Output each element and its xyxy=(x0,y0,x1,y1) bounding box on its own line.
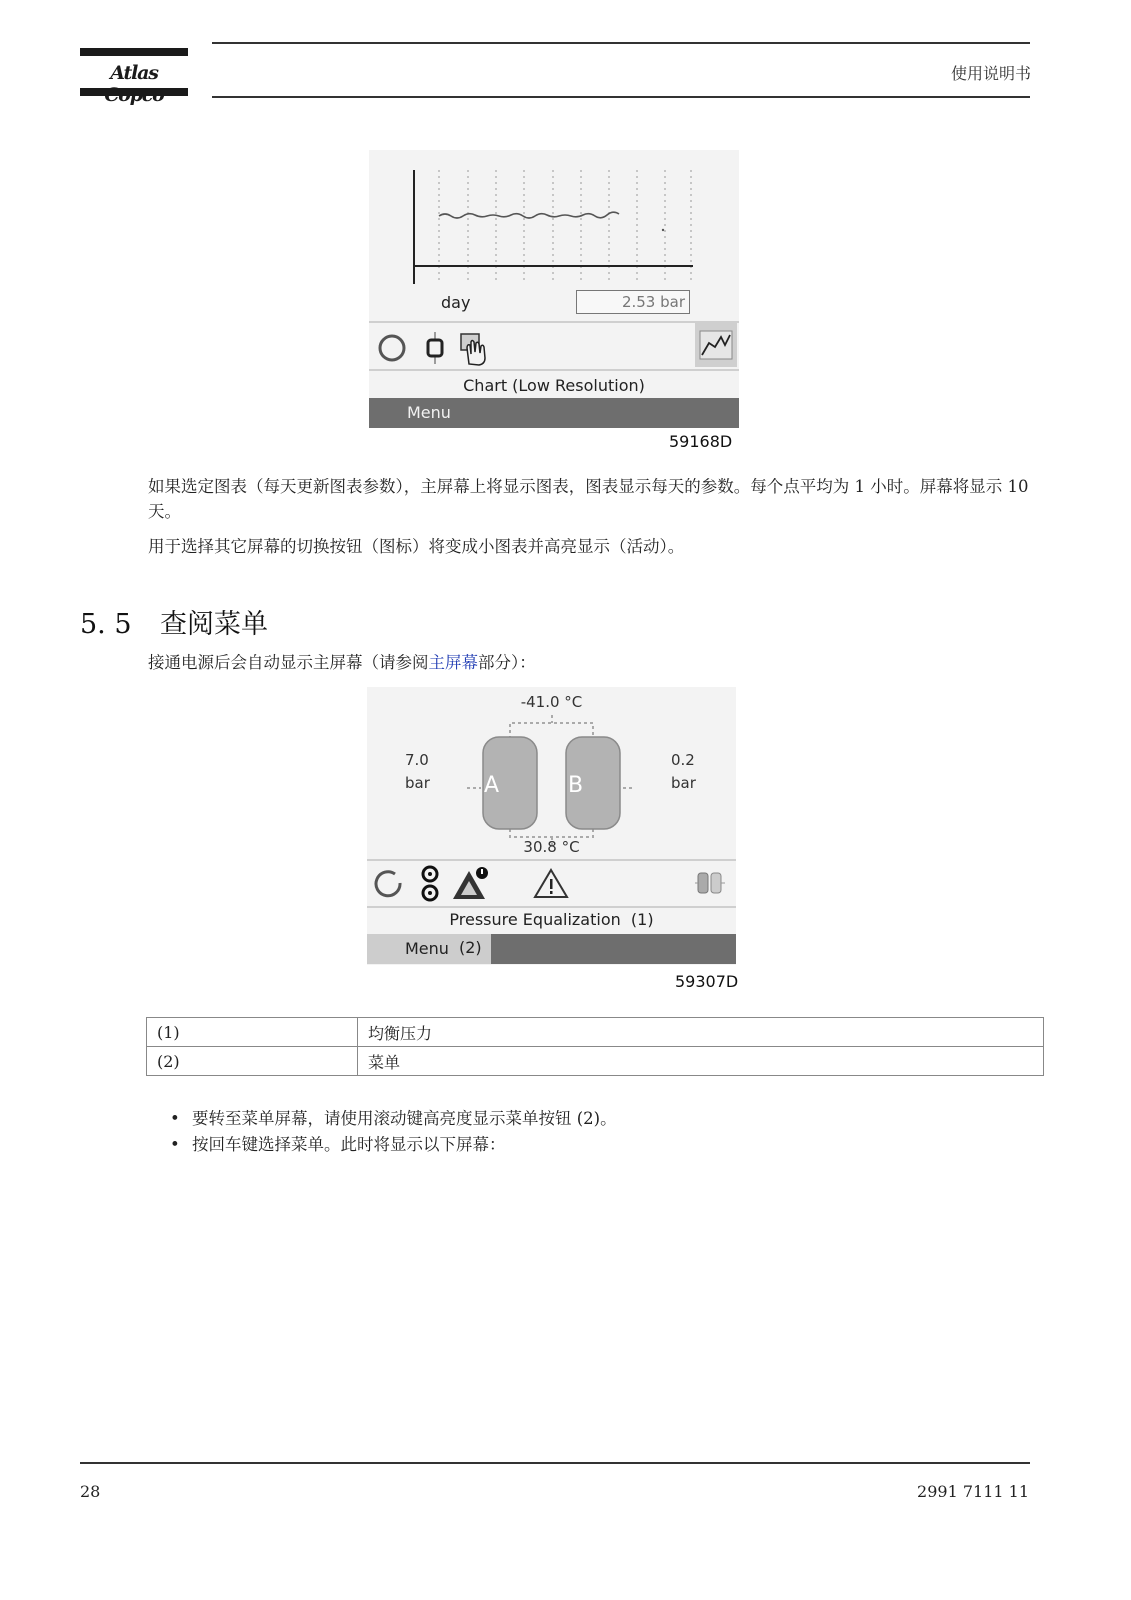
legend-table xyxy=(146,1017,1044,1076)
section-title: 查阅菜单 xyxy=(160,609,268,640)
main-screen-figure xyxy=(367,687,736,965)
table-row xyxy=(147,1018,1044,1047)
menu-button[interactable] xyxy=(367,934,491,964)
chart-x-label: day xyxy=(441,293,471,312)
instruction-list xyxy=(170,1106,617,1158)
inlet-pressure-unit: bar xyxy=(405,774,430,792)
bottom-temperature: 30.8 °C xyxy=(523,838,580,856)
menu-button[interactable]: Menu xyxy=(407,403,451,422)
table-cell-ref: (2) xyxy=(147,1047,358,1076)
paragraph: 如果选定图表（每天更新图表参数），主屏幕上将显示图表，图表显示每天的参数。每个点平均为 1 小时。屏幕将显示 10 天。 xyxy=(148,477,1029,521)
trend-line xyxy=(439,212,619,218)
header-top-rule xyxy=(212,42,1030,44)
value-readout: 2.53 bar xyxy=(576,290,690,314)
vessel-a-label: A xyxy=(484,773,500,798)
section-number: 5. 5 xyxy=(80,609,132,640)
scroll-icon[interactable] xyxy=(425,330,445,370)
menu-bar[interactable] xyxy=(369,398,739,428)
table-cell-ref: (1) xyxy=(147,1018,358,1047)
vessel-b-label: B xyxy=(568,773,584,798)
figure-id: 59168D xyxy=(669,432,733,451)
trend-point xyxy=(662,229,664,231)
hand-icon[interactable] xyxy=(459,330,491,370)
inlet-pressure xyxy=(405,749,430,795)
status-title xyxy=(367,910,736,929)
outlet-pressure-value: 0.2 xyxy=(671,751,695,769)
status-title-text: Pressure Equalization xyxy=(449,910,621,929)
table-row xyxy=(147,1047,1044,1076)
paragraph: 用于选择其它屏幕的切换按钮（图标）将变成小图表并高亮显示（活动）。 xyxy=(148,537,685,556)
status-title: Chart (Low Resolution) xyxy=(463,376,645,395)
chart-screen-figure xyxy=(369,150,739,428)
callout-1: (1) xyxy=(630,910,654,929)
header-bottom-rule xyxy=(212,96,1030,98)
vessel-pair-icon[interactable] xyxy=(693,869,729,903)
atlas-copco-logo xyxy=(80,48,188,100)
section-heading xyxy=(80,602,268,641)
chart-icon[interactable] xyxy=(695,323,737,367)
document-title: 使用说明书 xyxy=(950,64,1031,83)
table-cell-text: 均衡压力 xyxy=(358,1018,1044,1047)
table-cell-text: 菜单 xyxy=(358,1047,1044,1076)
page-number: 28 xyxy=(80,1482,101,1501)
figure-id: 59307D xyxy=(675,972,739,991)
callout-2: (2) xyxy=(459,938,482,957)
open-circle-icon[interactable] xyxy=(373,869,405,905)
warning-icon[interactable] xyxy=(533,867,569,903)
outlet-pressure-unit: bar xyxy=(671,774,696,792)
footer-rule xyxy=(80,1462,1030,1464)
section-intro xyxy=(148,650,1038,675)
list-item: • 要转至菜单屏幕，请使用滚动键高亮度显示菜单按钮 (2)。 xyxy=(170,1106,617,1132)
logo-wordmark: Atlas xyxy=(110,62,158,84)
circle-icon[interactable] xyxy=(377,333,407,367)
menu-label: Menu xyxy=(405,939,449,958)
outlet-pressure xyxy=(671,749,696,795)
intro-text: 部分）： xyxy=(478,653,536,672)
inlet-pressure-value: 7.0 xyxy=(405,751,429,769)
list-item: • 按回车键选择菜单。此时将显示以下屏幕： xyxy=(170,1132,617,1158)
top-temperature: -41.0 °C xyxy=(520,693,583,711)
intro-text: 接通电源后会自动显示主屏幕（请参阅 xyxy=(148,653,429,672)
main-screen-link[interactable]: 主屏幕 xyxy=(428,653,478,672)
mountain-alert-icon[interactable] xyxy=(451,865,491,905)
document-number: 2991 7111 11 xyxy=(917,1482,1029,1501)
two-circles-icon[interactable] xyxy=(419,864,441,908)
menu-bar xyxy=(367,934,736,964)
